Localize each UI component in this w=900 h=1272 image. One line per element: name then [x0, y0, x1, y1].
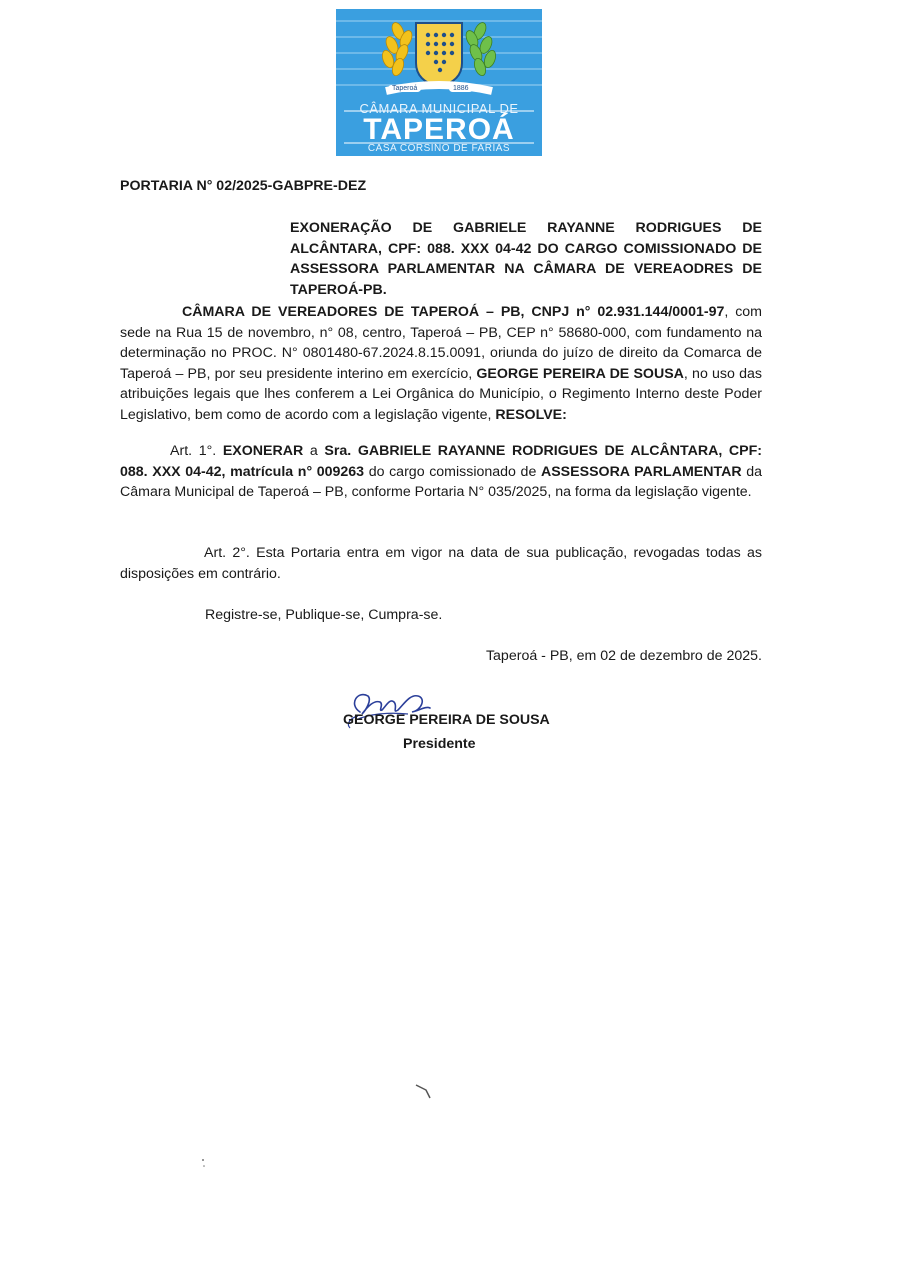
preamble-paragraph — [120, 302, 762, 425]
president-name: GEORGE PEREIRA DE SOUSA — [476, 365, 684, 382]
position-title: ASSESSORA PARLAMENTAR — [540, 463, 742, 480]
signatory-role: Presidente — [403, 736, 476, 752]
article-1-text-4: da Câmara Municipal de Taperoá – PB, conforme Portaria N° 035/2025, na forma da legislação vigente. — [120, 463, 762, 500]
document-title: PORTARIA N° 02/2025-GABPRE-DEZ — [120, 178, 367, 194]
logo-line-2: TAPEROÁ — [363, 113, 515, 146]
document-heading: EXONERAÇÃO DE GABRIELE RAYANNE RODRIGUES DE ALCÂNTARA, CPF: 088. XXX 04-42 DO CARGO COMISSIONADO DE ASSESSORA PARLAMENTAR NA CÂMARA DE VEREAODRES DE TAPEROÁ-PB. — [290, 220, 762, 298]
article-1-text-3: do cargo comissionado de — [364, 463, 541, 480]
scan-speck — [199, 1156, 207, 1170]
logo-line-3: CASA CORSINO DE FARIAS — [367, 143, 511, 154]
preamble-text-1: , com sede na Rua 15 de novembro, n° 08, centro, Taperoá – PB, CEP n° 58680-000, com fundamento na determinação no PROC. N° 0801480-67.2024.8.15.0091, oriunda do juízo de direito da Comarca de Taperoá – PB, por seu presidente interino em exercício, — [120, 304, 762, 382]
article-1-text-2: a — [303, 443, 325, 459]
preamble-text-2: , no uso das atribuições legais que lhes conferem a Lei Orgânica do Município, o Regimento Interno deste Poder Legislativo, bem como de acordo com a legislação vigente, — [120, 365, 762, 423]
article-1-number: Art. 1°. — [170, 443, 223, 459]
logo-line-1: CÂMARA MUNICIPAL DE — [359, 101, 519, 116]
article-2-paragraph — [120, 543, 762, 584]
closing-formula: Registre-se, Publique-se, Cumpra-se. — [205, 607, 443, 623]
signatory-name: GEORGE PEREIRA DE SOUSA — [343, 712, 550, 728]
scan-mark — [414, 1082, 436, 1102]
logo-badge-left: Taperoá — [388, 85, 421, 92]
place-and-date: Taperoá - PB, em 02 de dezembro de 2025. — [485, 648, 762, 664]
chamber-logo — [336, 9, 542, 156]
employee-identification: Sra. GABRIELE RAYANNE RODRIGUES DE ALCÂNTARA, CPF: 088. XXX 04-42, matrícula n° 009263 — [120, 443, 763, 480]
logo-badge-right: 1886 — [449, 85, 473, 92]
article-1-paragraph — [120, 441, 762, 503]
chamber-identification: CÂMARA DE VEREADORES DE TAPEROÁ – PB, CNPJ n° 02.931.144/0001-97 — [182, 304, 725, 320]
article-2-text: Art. 2°. Esta Portaria entra em vigor na data de sua publicação, revogadas todas as disposições em contrário. — [120, 545, 762, 582]
resolve-label: RESOLVE: — [495, 406, 567, 423]
article-1-action: EXONERAR — [222, 443, 304, 459]
